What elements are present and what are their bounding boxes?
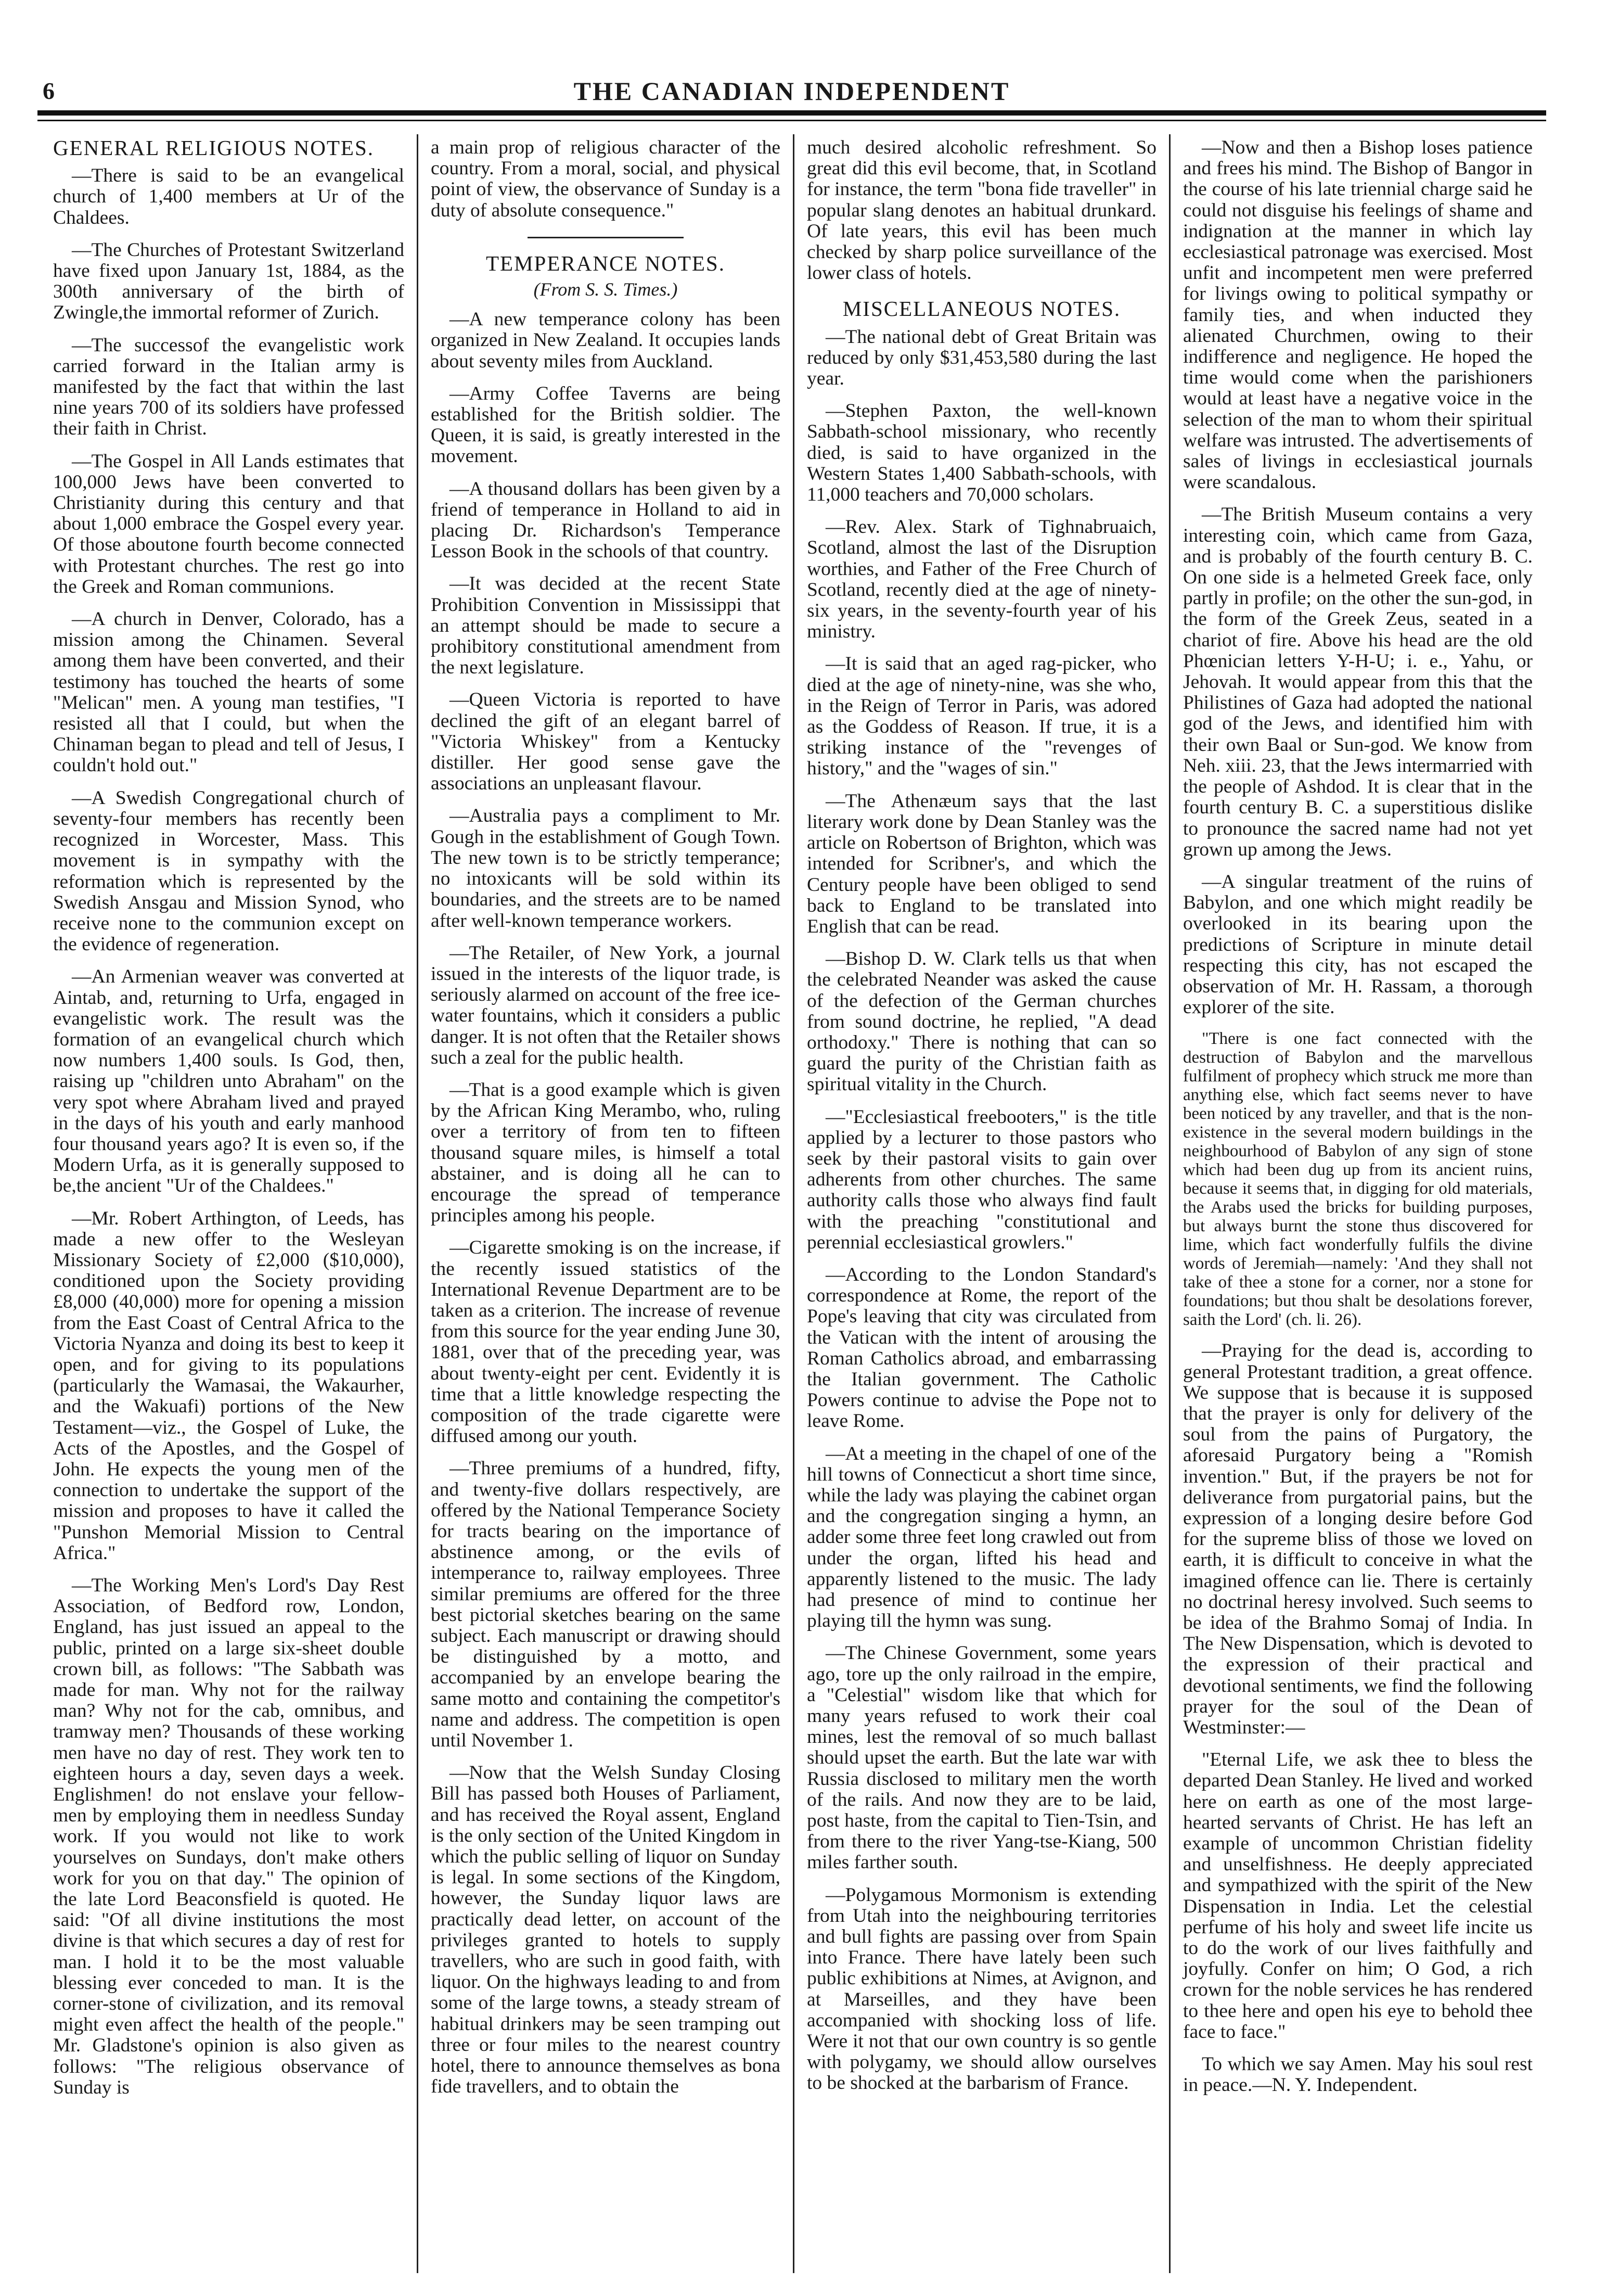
article-paragraph: "Eternal Life, we ask thee to bless the departed Dean Stanley. He lived and worked here on earth as one of the most large-hearted servants of Christ. He has left an example of uncommon Christian fidelity and unselfishness. He deeply appreciated and sympathized with the spirit of the New Dispensation in India. Let the celestial perfume of his holy and sweet life incite us to do the work of our lives faithfully and joyfully. Confer on him; O God, a rich crown for the noble services he has rendered to thee here and open his eye to behold thee face to face."	[1183, 1749, 1533, 2043]
article-paragraph: —The Churches of Protestant Switzerland have fixed upon January 1st, 1884, as the 300th anniversary of the birth of Zwingle,the immortal reformer of Zurich.	[53, 239, 404, 324]
section-heading: MISCELLANEOUS NOTES.	[842, 297, 1121, 321]
article-paragraph: —The successof the evangelistic work carried forward in the Italian army is manifested by the fact that within the last nine years 700 of its soldiers have professed their faith in Christ.	[53, 334, 404, 440]
article-paragraph: —Three premiums of a hundred, fifty, and twenty-five dollars respectively, are offered by the National Temperance Society for tracts bearing on the importance of abstinence among, or the evils of intemperance to, railway employees. Three similar premiums are offered for the three best pictorial sketches bearing on the same subject. Each manuscript or drawing should be distinguished by a motto, and accompanied by an envelope bearing the same motto and containing the competitor's name and address. The competition is open until November 1.	[431, 1458, 780, 1752]
header-rule-thin	[37, 120, 1546, 121]
article-paragraph: —Rev. Alex. Stark of Tighnabruaich, Scotland, almost the last of the Disruption worthies, and Father of the Free Church of Scotland, recently died at the age of ninety-six years, in the seventy-fourth year of his ministry.	[807, 516, 1157, 643]
columns	[41, 134, 1545, 2273]
article-paragraph: —At a meeting in the chapel of one of the hill towns of Connecticut a short time since, while the lady was playing the cabinet organ and the congregation singing a hymn, an adder some three feet long crawled out from under the organ, lifted his head and apparently listened to the music. The lady had presence of mind to continue her playing till the hymn was sung.	[807, 1443, 1157, 1632]
column-2	[417, 134, 793, 2273]
article-paragraph: —That is a good example which is given by the African King Merambo, who, ruling over a territory of from ten to fifteen thousand square miles, is himself a total abstainer, and is doing all he can to encourage the spread of temperance principles among his people.	[431, 1079, 780, 1227]
article-paragraph: —A singular treatment of the ruins of Babylon, and one which might readily be overlooked in its bearing upon the predictions of Scripture in minute detail respecting this city, has not escaped the observation of Mr. H. Rassam, a thorough explorer of the site.	[1183, 871, 1533, 1018]
article-paragraph: a main prop of religious character of the country. From a moral, social, and physical point of view, the observance of Sunday is a duty of absolute consequence."	[431, 137, 780, 221]
article-paragraph: —Stephen Paxton, the well-known Sabbath-school missionary, who recently died, is said to have organized in the Western States 1,400 Sabbath-schools, with 11,000 teachers and 70,000 scholars.	[807, 400, 1157, 506]
column-3	[793, 134, 1169, 2273]
section-source: (From S. S. Times.)	[533, 279, 678, 300]
article-paragraph: —A thousand dollars has been given by a friend of temperance in Holland to aid in placing Dr. Richardson's Temperance Lesson Book in the schools of that country.	[431, 478, 780, 563]
quoted-passage: "There is one fact connected with the destruction of Babylon and the marvellous fulfilment of prophecy which struck me more than anything else, which fact seems never to have been noticed by any traveller, and that is the non-existence in the several modern buildings in the neighbourhood of Babylon of any sign of stone which had been dug up from its ancient ruins, because it seems that, in digging for old materials, the Arabs used the bricks for building purposes, but always burnt the stone thus discovered for lime, which fact wonderfully fulfils the divine words of Jeremiah—namely: 'And they shall not take of thee a stone for a corner, nor a stone for foundations; but thou shalt be desolations forever, saith the Lord' (ch. li. 26).	[1183, 1029, 1533, 1330]
article-paragraph: —Army Coffee Taverns are being established for the British soldier. The Queen, it is said, is greatly interested in the movement.	[431, 382, 780, 467]
article-paragraph: —"Ecclesiastical freebooters," is the title applied by a lecturer to those pastors who seek by their pastoral visits to gain over adherents from other churches. The same authority calls those who always find fault with the preaching "constitutional and perennial ecclesiastical growlers."	[807, 1106, 1157, 1253]
article-paragraph: —Now and then a Bishop loses patience and frees his mind. The Bishop of Bangor in the course of his late triennial charge said he could not disguise his feelings of shame and indignation at the manner in which lay ecclesiastical patronage was exercised. Most unfit and incompetent men were preferred for livings owing to political sympathy or family ties, and when inducted they alienated Churchmen, owing to their indifference and negligence. He hoped the time would come when the parishioners would at least have a negative voice in the selection of the man to whom their spiritual welfare was intrusted. The advertisements of sales of livings in ecclesiastical journals were scandalous.	[1183, 137, 1533, 493]
article-paragraph: —Queen Victoria is reported to have declined the gift of an elegant barrel of "Victoria Whiskey" from a Kentucky distiller. Her good sense gave the associations an unpleasant flavour.	[431, 689, 780, 795]
article-paragraph: —The Chinese Government, some years ago, tore up the only railroad in the empire, a "Celestial" wisdom like that which for many years refused to work their coal mines, lest the removal of so much ballast should upset the earth. But the late war with Russia disclosed to military men the worth of the rails. And now they are to be laid, post haste, from the capital to Tien-Tsin, and from there to the river Yang-tse-Kiang, 500 miles farther south.	[807, 1642, 1157, 1873]
article-paragraph: —Bishop D. W. Clark tells us that when the celebrated Neander was asked the cause of the defection of the German churches from sound doctrine, he replied, "A dead orthodoxy." There is nothing that can so guard the purity of the Christian faith as spiritual vitality in the Church.	[807, 948, 1157, 1095]
article-paragraph: —A Swedish Congregational church of seventy-four members has recently been recognized in Worcester, Mass. This movement is in sympathy with the reformation which is represented by the Swedish Ansgau and Mission Synod, who receive none to the communion except on the evidence of regeneration.	[53, 787, 404, 955]
column-4	[1169, 134, 1545, 2273]
article-paragraph: —According to the London Standard's correspondence at Rome, the report of the Pope's leaving that city was circulated from the Vatican with the intent of arousing the Roman Catholics abroad, and embarrassing the Italian government. The Catholic Powers continue to advise the Pope not to leave Rome.	[807, 1264, 1157, 1432]
article-paragraph: —An Armenian weaver was converted at Aintab, and, returning to Urfa, engaged in evangelistic work. The result was the formation of an evangelical church which now numbers 1,400 souls. Is God, then, raising up "children unto Abraham" on the very spot where Abraham lived and prayed in the days of his youth and early manhood four thousand years ago? It is even so, if the Modern Urfa, as it is generally supposed to be,the ancient "Ur of the Chaldees."	[53, 966, 404, 1197]
article-paragraph: —A new temperance colony has been organized in New Zealand. It occupies lands about seventy miles from Auckland.	[431, 309, 780, 372]
article-paragraph: —Now that the Welsh Sunday Closing Bill has passed both Houses of Parliament, and has received the Royal assent, England is the only section of the United Kingdom in which the public selling of liquor on Sunday is legal. In some sections of the Kingdom, however, the Sunday liquor laws are practically dead letter, on account of the privileges granted to hotels to supply travellers, who are such in good faith, with liquor. On the highways leading to and from some of the large towns, a steady stream of habitual drinkers may be seen tramping out three or four miles to the nearest country hotel, there to announce themselves as bona fide travellers, and to obtain the	[431, 1762, 780, 2098]
column-1	[41, 134, 417, 2273]
article-paragraph: —The Athenæum says that the last literary work done by Dean Stanley was the article on Robertson of Brighton, which was intended for Scribner's, and which the Century people have been obliged to send back to England to be translated into English that can be read.	[807, 790, 1157, 937]
article-paragraph: —It is said that an aged rag-picker, who died at the age of ninety-nine, was she who, in the Reign of Terror in Paris, was adored as the Goddess of Reason. If true, it is a striking instance of the "revenges of history," and the "wages of sin."	[807, 653, 1157, 780]
article-paragraph: To which we say Amen. May his soul rest in peace.—N. Y. Independent.	[1183, 2053, 1533, 2096]
section-heading: TEMPERANCE NOTES.	[486, 251, 725, 275]
page-number: 6	[43, 78, 55, 104]
article-paragraph: —The British Museum contains a very interesting coin, which came from Gaza, and is probably of the fourth century B. C. On one side is a helmeted Greek face, only partly in profile; on the other the sun-god, in the form of the Greek Zeus, seated in a chariot of fire. Above his head are the old Phœnician letters Y-H-U; i. e., Yahu, or Jehovah. It would appear from this that the Philistines of Gaza had adopted the national god of the Jews, and identified him with their own Baal or Sun-god. We know from Neh. xiii. 23, that the Jews intermarried with the people of Ashdod. It is clear that in the fourth century B. C. a superstitious dislike to pronounce the sacred name had not yet grown up among the Jews.	[1183, 504, 1533, 860]
article-paragraph: —The national debt of Great Britain was reduced by only $31,453,580 during the last year.	[807, 326, 1157, 390]
article-paragraph: —Mr. Robert Arthington, of Leeds, has made a new offer to the Wesleyan Missionary Society of £2,000 ($10,000), conditioned upon the Society providing £8,000 (40,000) more for opening a mission from the East Coast of Central Africa to the Victoria Nyanza and doing its best to keep it open, and for giving to its populations (particularly the Wamasai, the Wakaurher, and the Wakuafi) portions of the New Testament—viz., the Gospel of Luke, the Acts of the Apostles, and the Gospel of John. He expects the young men of the connection to undertake the support of the mission and proposes to have it called the "Punshon Memorial Mission to Central Africa."	[53, 1207, 404, 1564]
section-divider	[528, 237, 684, 238]
article-paragraph: —Australia pays a compliment to Mr. Gough in the establishment of Gough Town. The new town is to be strictly temperance; no intoxicants will be sold within its boundaries, and the streets are to be named after well-known temperance workers.	[431, 805, 780, 932]
page-header	[37, 62, 1546, 104]
article-paragraph: —It was decided at the recent State Prohibition Convention in Mississippi that an attempt should be made to secure a prohibitory constitutional amendment from the next legislature.	[431, 573, 780, 679]
header-rule-thick	[37, 110, 1546, 116]
article-paragraph: —The Retailer, of New York, a journal issued in the interests of the liquor trade, is seriously alarmed on account of the free ice-water fountains, which it considers a public danger. It is not often that the Retailer shows such a zeal for the public health.	[431, 942, 780, 1068]
article-paragraph: —Cigarette smoking is on the increase, if the recently issued statistics of the International Revenue Department are to be taken as a criterion. The increase of revenue from this source for the year ending June 30, 1881, over that of the preceding year, was about twenty-eight per cent. Evidently it is time that a little knowledge respecting the composition of the trade cigarette were diffused among our youth.	[431, 1237, 780, 1447]
newspaper-title: THE CANADIAN INDEPENDENT	[573, 76, 1010, 106]
article-paragraph: —A church in Denver, Colorado, has a mission among the Chinamen. Several among them have been converted, and their testimony has touched the hearts of some "Melican" men. A young man testifies, "I resisted all that I could, but when the Chinaman began to plead and tell of Jesus, I couldn't hold out."	[53, 608, 404, 776]
article-paragraph: —Praying for the dead is, according to general Protestant tradition, a great offence. We suppose that is because it is supposed that the prayer is only for delivery of the soul from the pains of Purgatory, the aforesaid Purgatory being a "Romish invention." But, if the prayers be not for deliverance from purgatorial pains, but the expression of a longing desire before God for the supreme bliss of those we loved on earth, it is difficult to conceive in what the imagined offence can lie. There is certainly no doctrinal heresy involved. Such seems to be idea of the Brahmo Somaj of India. In The New Dispensation, which is devoted to the expression of their practical and devotional sentiments, we find the following prayer for the soul of the Dean of Westminster:—	[1183, 1340, 1533, 1738]
article-paragraph: —There is said to be an evangelical church of 1,400 members at Ur of the Chaldees.	[53, 165, 404, 228]
article-paragraph: —The Working Men's Lord's Day Rest Association, of Bedford row, London, England, has just issued an appeal to the public, printed on a large six-sheet double crown bill, as follows: "The Sabbath was made for man. Why not for the railway man? Why not for the cab, omnibus, and tramway men? Thousands of these working men have no day of rest. They work ten to eighteen hours a day, seven days a week. Englishmen! do not enslave your fellow-men by employing them in needless Sunday work. If you would not like to work yourselves on Sundays, don't make others work for you on that day." The opinion of the late Lord Beaconsfield is quoted. He said: "Of all divine institutions the most divine is that which secures a day of rest for man. I hold it to be the most valuable blessing ever conceded to man. It is the corner-stone of civilization, and its removal might even affect the health of the people." Mr. Gladstone's opinion is also given as follows: "The religious observance of Sunday is	[53, 1575, 404, 2098]
section-heading: GENERAL RELIGIOUS NOTES.	[53, 136, 375, 160]
article-paragraph: —The Gospel in All Lands estimates that 100,000 Jews have been converted to Christianity during this century and that about 1,000 embrace the Gospel every year. Of those aboutone fourth become connected with Protestant churches. The rest go into the Greek and Roman communions.	[53, 450, 404, 597]
article-paragraph: —Polygamous Mormonism is extending from Utah into the neighbouring territories and bull fights are passing over from Spain into France. There have lately been such public exhibitions at Nimes, at Avignon, and at Marseilles, and they have been accompanied with shocking loss of life. Were it not that our own country is so gentle with polygamy, we should allow ourselves to be shocked at the barbarism of France.	[807, 1884, 1157, 2094]
article-paragraph: much desired alcoholic refreshment. So great did this evil become, that, in Scotland for instance, the term "bona fide traveller" in popular slang denotes an habitual drunkard. Of late years, this evil has been much checked by sharp police surveillance of the lower class of hotels.	[807, 137, 1157, 284]
